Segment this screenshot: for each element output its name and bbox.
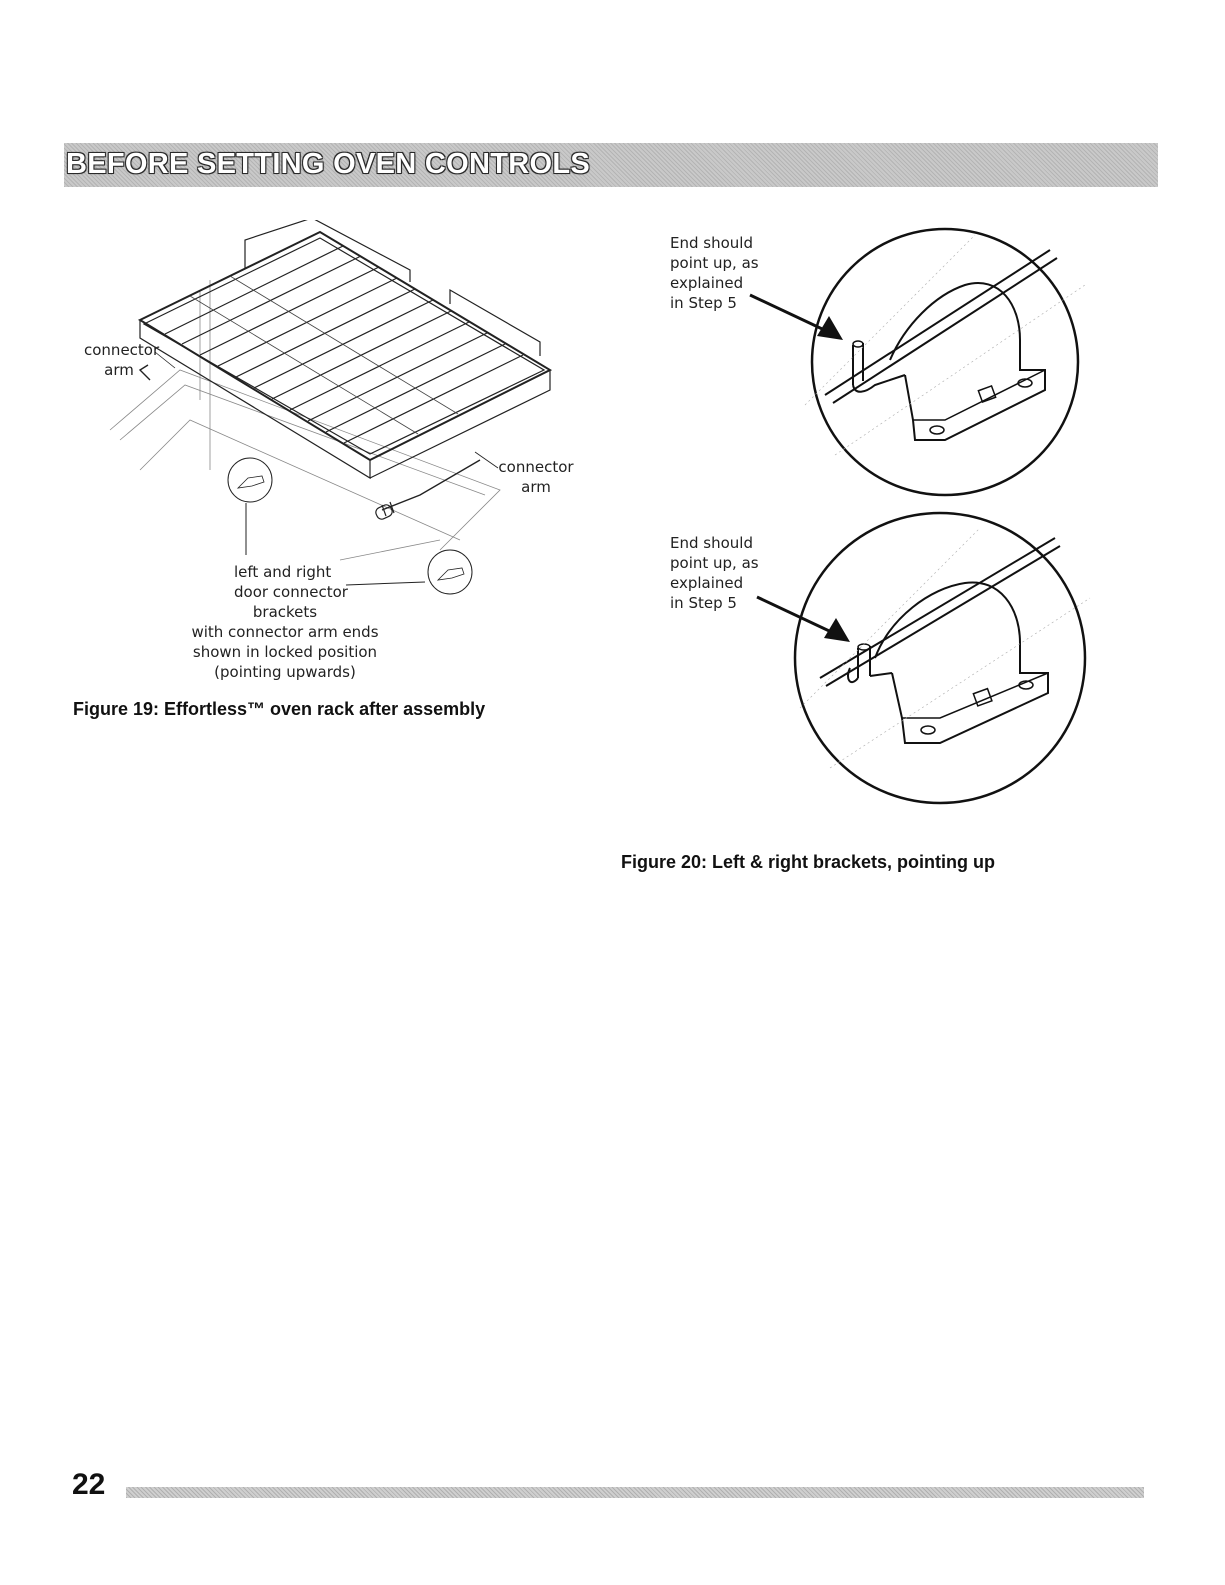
arrow-top-icon (745, 290, 855, 350)
connector-arm-left-label: connector arm (84, 341, 160, 379)
door-connector-brackets-label: left and right door connector brackets with connector arm ends shown in locked position (pointing upwards) (191, 563, 379, 681)
figure-20-caption: Figure 20: Left & right brackets, pointing up (621, 852, 996, 872)
bracket-closeup-bottom (780, 508, 1100, 808)
page-number: 22 (72, 1468, 106, 1501)
figure-19-caption: Figure 19: Effortless™ oven rack after assembly (73, 699, 486, 719)
bottom-end-should-point-up-label: End should point up, as explained in Step 5 (670, 534, 759, 612)
footer-bar (126, 1487, 1144, 1498)
arrow-bottom-icon (752, 592, 862, 652)
bracket-closeup-top (795, 225, 1095, 500)
connector-arm-right-label: connector arm (498, 458, 574, 496)
top-end-should-point-up-label: End should point up, as explained in Step 5 (670, 234, 759, 312)
section-title: BEFORE SETTING OVEN CONTROLS (66, 148, 590, 180)
